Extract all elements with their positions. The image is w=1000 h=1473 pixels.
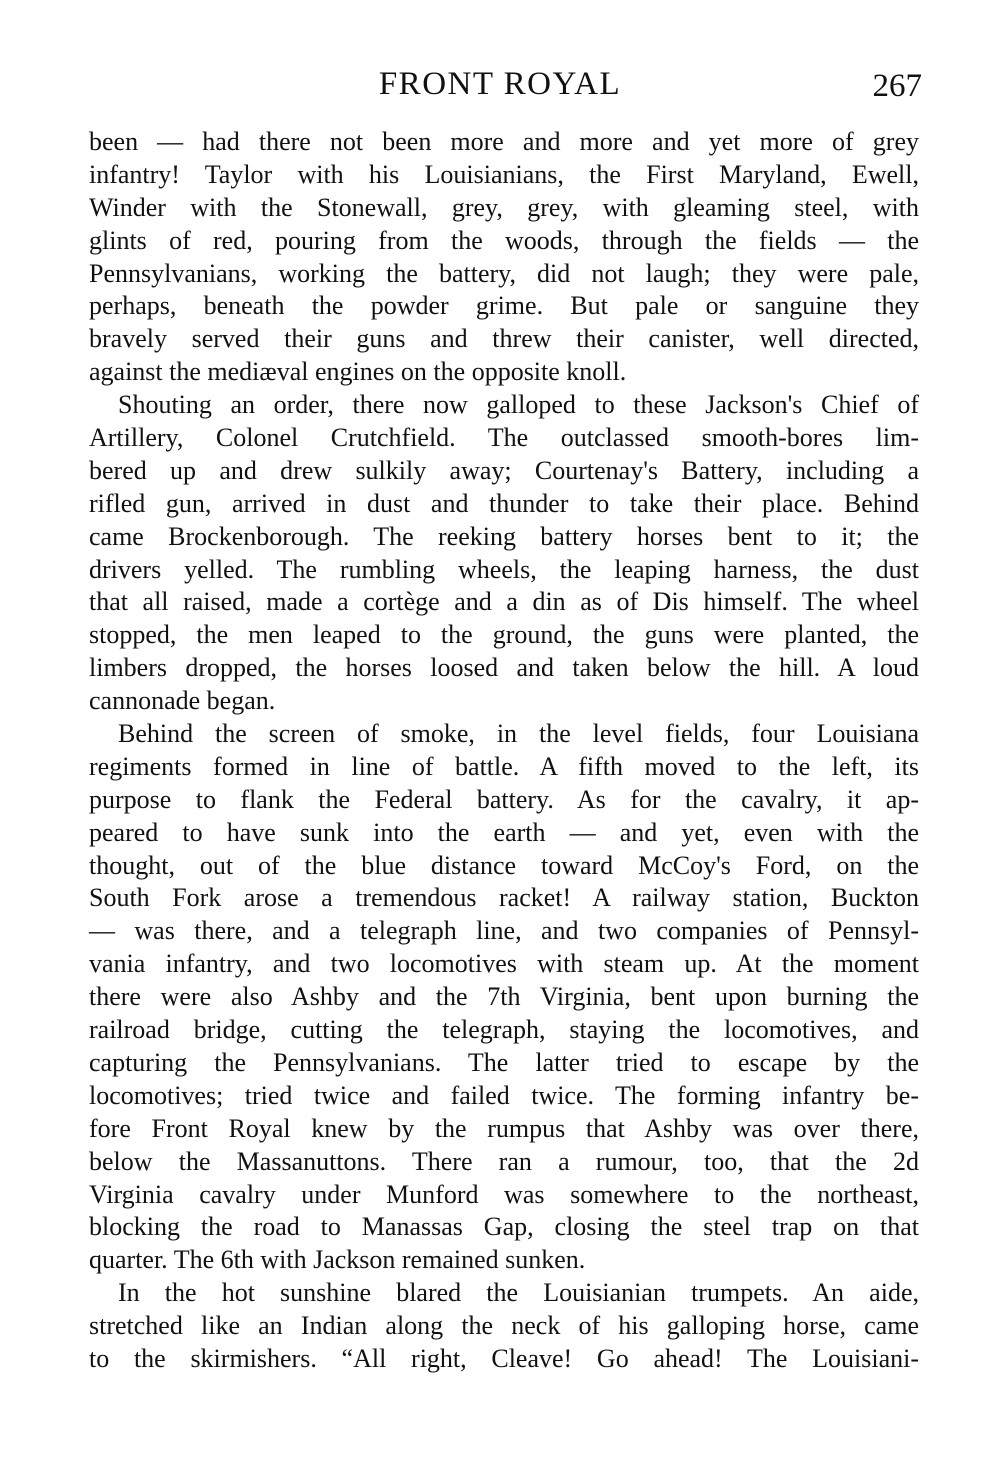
text-line: came Brockenborough. The reeking battery horses bent to it; the	[89, 521, 919, 551]
page-number: 267	[872, 68, 922, 104]
body-text	[89, 126, 919, 1376]
text-line: infantry! Taylor with his Louisianians, the First Maryland, Ewell,	[89, 159, 919, 189]
text-line: blocking the road to Manassas Gap, closing the steel trap on that	[89, 1212, 919, 1242]
text-line: bravely served their guns and threw their canister, well directed,	[89, 324, 919, 354]
text-line: against the mediæval engines on the opposite knoll.	[89, 357, 627, 387]
text-line: quarter. The 6th with Jackson remained sunken.	[89, 1245, 586, 1275]
text-line: regiments formed in line of battle. A fifth moved to the left, its	[89, 751, 919, 781]
text-line: fore Front Royal knew by the rumpus that Ashby was over there,	[89, 1113, 919, 1143]
text-line: there were also Ashby and the 7th Virginia, bent upon burning the	[89, 982, 919, 1012]
text-line: glints of red, pouring from the woods, through the fields — the	[89, 225, 919, 255]
text-line: thought, out of the blue distance toward McCoy's Ford, on the	[89, 850, 919, 880]
text-line: stretched like an Indian along the neck of his galloping horse, came	[89, 1311, 919, 1341]
text-line: stopped, the men leaped to the ground, the guns were planted, the	[89, 620, 919, 650]
paragraph-3	[89, 718, 919, 1277]
paragraph-4	[89, 1277, 919, 1376]
text-line: vania infantry, and two locomotives with steam up. At the moment	[89, 949, 919, 979]
text-line: Artillery, Colonel Crutchfield. The outclassed smooth-bores lim-	[89, 423, 919, 453]
text-line: drivers yelled. The rumbling wheels, the leaping harness, the dust	[89, 554, 919, 584]
text-line: to the skirmishers. “All right, Cleave! Go ahead! The Louisiani-	[89, 1343, 919, 1373]
paragraph-1	[89, 126, 919, 389]
text-line: bered up and drew sulkily away; Courtenay's Battery, including a	[89, 455, 919, 485]
text-line: capturing the Pennsylvanians. The latter tried to escape by the	[89, 1047, 919, 1077]
text-line: Behind the screen of smoke, in the level fields, four Louisiana	[118, 719, 919, 749]
text-line: perhaps, beneath the powder grime. But pale or sanguine they	[89, 291, 919, 321]
text-line: purpose to flank the Federal battery. As for the cavalry, it ap-	[89, 784, 919, 814]
text-line: Winder with the Stonewall, grey, grey, with gleaming steel, with	[89, 192, 919, 222]
text-line: Pennsylvanians, working the battery, did not laugh; they were pale,	[89, 258, 919, 288]
text-line: limbers dropped, the horses loosed and taken below the hill. A loud	[89, 653, 919, 683]
text-line: peared to have sunk into the earth — and yet, even with the	[89, 817, 919, 847]
text-line: below the Massanuttons. There ran a rumour, too, that the 2d	[89, 1146, 919, 1176]
text-line: — was there, and a telegraph line, and two companies of Pennsyl-	[89, 916, 919, 946]
text-line: locomotives; tried twice and failed twice. The forming infantry be-	[89, 1080, 919, 1110]
text-line: railroad bridge, cutting the telegraph, staying the locomotives, and	[89, 1015, 919, 1045]
text-line: cannonade began.	[89, 686, 276, 716]
chapter-title: FRONT ROYAL	[378, 66, 622, 102]
text-line: been — had there not been more and more and yet more of grey	[89, 127, 919, 156]
text-line: rifled gun, arrived in dust and thunder to take their place. Behind	[89, 488, 919, 518]
text-line: Shouting an order, there now galloped to these Jackson's Chief of	[118, 390, 919, 420]
text-line: In the hot sunshine blared the Louisianian trumpets. An aide,	[118, 1278, 919, 1308]
text-line: Virginia cavalry under Munford was somewhere to the northeast,	[89, 1179, 919, 1209]
running-head	[0, 62, 1000, 106]
text-line: that all raised, made a cortège and a din as of Dis himself. The wheel	[89, 587, 919, 617]
paragraph-2	[89, 389, 919, 718]
text-line: South Fork arose a tremendous racket! A railway station, Buckton	[89, 883, 919, 913]
